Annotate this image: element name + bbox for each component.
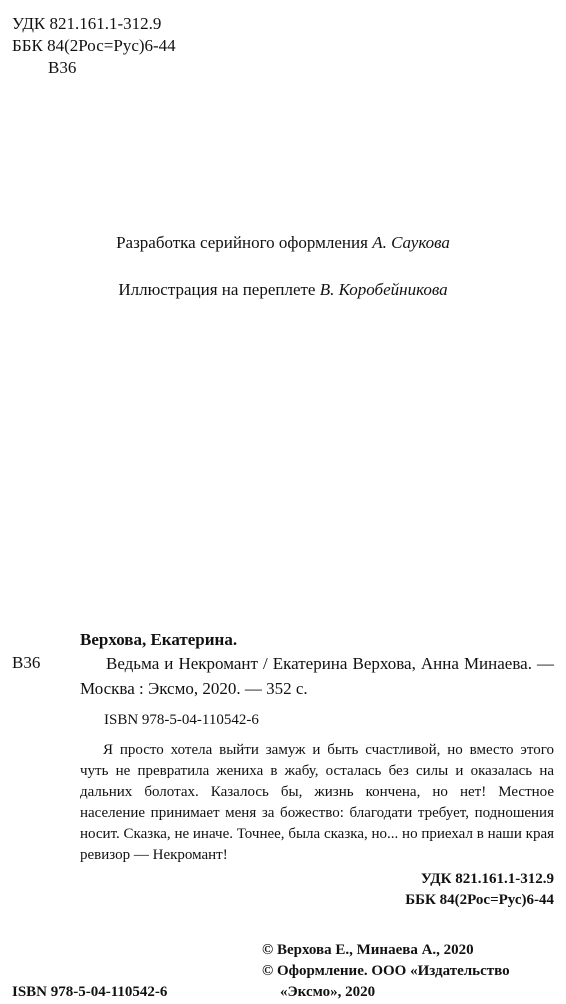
illustration-credit-label: Иллюстрация на переплете — [118, 280, 316, 299]
bibliographic-description-text: Ведьма и Некромант / Екатерина Верхова, Анна Минаева. — Москва : Эксмо, 2020. — 352 с. — [80, 654, 554, 698]
design-credit-label: Разработка серийного оформления — [116, 233, 368, 252]
illustration-credit-author: В. Коробейникова — [319, 280, 448, 299]
design-credit-author: А. Саукова — [372, 233, 450, 252]
copyright-design-line1: © Оформление. ООО «Издательство — [262, 963, 510, 979]
bbk-code: ББК 84(2Рос=Рус)6-44 — [12, 36, 176, 55]
catalog-isbn: ISBN 978-5-04-110542-6 — [104, 712, 259, 728]
copyright-design-line2: «Эксмо», 2020 — [280, 984, 376, 1000]
author-mark: В36 — [48, 58, 77, 77]
footer-isbn: ISBN 978-5-04-110542-6 — [12, 984, 168, 1000]
catalog-udk: УДК 821.161.1-312.9 — [420, 871, 554, 887]
annotation: Я просто хотела выйти замуж и быть счастливой, но вместо этого чуть не превратила жениха в жабу, осталась без силы и оказалась на дальних болотах. Казалось бы, жизнь кончена, но нет! Местное население принимает меня за божество: благодати требует, подношения носит. Сказка, не иначе. Точнее, была сказка, но... но приехал в наши края ревизор — Некромант! — [80, 742, 554, 863]
catalog-author-mark: В36 — [12, 653, 41, 672]
illustration-credit — [0, 280, 566, 300]
bibliographic-description — [80, 651, 554, 701]
design-credit — [0, 233, 566, 253]
udk-code: УДК 821.161.1-312.9 — [12, 14, 162, 33]
catalog-bbk: ББК 84(2Рос=Рус)6-44 — [405, 892, 554, 908]
copyright-authors: © Верхова Е., Минаева А., 2020 — [262, 942, 474, 958]
catalog-author-heading: Верхова, Екатерина. — [80, 630, 238, 649]
